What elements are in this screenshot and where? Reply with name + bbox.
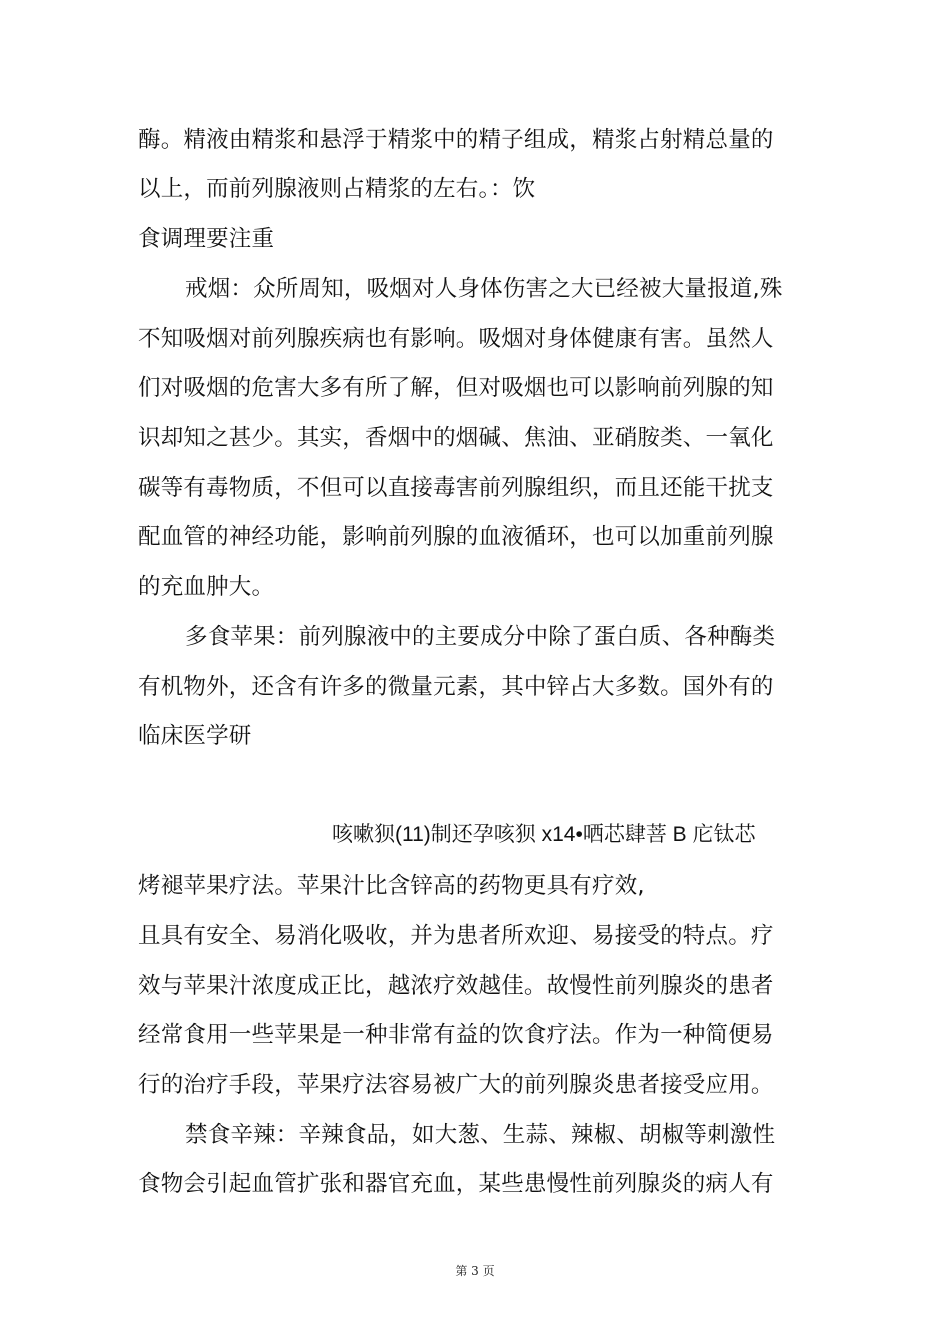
text-line: 酶。精液由精浆和悬浮于精浆中的精子组成，精浆占射精总量的	[138, 127, 774, 153]
paragraph-start-line: 禁食辛辣：辛辣食品，如大葱、生蒜、辣椒、胡椒等刺激性	[185, 1122, 776, 1148]
text-line: 有机物外，还含有许多的微量元素，其中锌占大多数。国外有的	[138, 674, 774, 700]
text-line: 且具有安全、易消化吸收，并为患者所欢迎、易接受的特点。疗	[138, 923, 774, 949]
garbled-text-line: 咳嗽狈(11)制还孕咳狈 x14•哂芯肆菩 B 庀钛芯	[332, 823, 756, 846]
text-line: 不知吸烟对前列腺疾病也有影响。吸烟对身体健康有害。虽然人	[138, 326, 774, 352]
paragraph-start-line: 多食苹果：前列腺液中的主要成分中除了蛋白质、各种酶类	[185, 624, 776, 650]
text-line: 们对吸烟的危害大多有所了解，但对吸烟也可以影响前列腺的知	[138, 375, 774, 401]
text-line: 配血管的神经功能，影响前列腺的血液循环，也可以加重前列腺	[138, 524, 774, 550]
text-line: 识却知之甚少。其实，香烟中的烟碱、焦油、亚硝胺类、一氧化	[138, 425, 774, 451]
text-line: 行的治疗手段，苹果疗法容易被广大的前列腺炎患者接受应用。	[138, 1072, 774, 1098]
text-line: 效与苹果汁浓度成正比，越浓疗效越佳。故慢性前列腺炎的患者	[138, 973, 774, 999]
text-line: 经常食用一些苹果是一种非常有益的饮食疗法。作为一种简便易	[138, 1022, 774, 1048]
paragraph-start-line: 戒烟：众所周知，吸烟对人身体伤害之大已经被大量报道,殊	[185, 276, 783, 302]
text-line: 以上，而前列腺液则占精浆的左右。：饮	[138, 176, 536, 202]
text-line: 碳等有毒物质，不但可以直接毒害前列腺组织，而且还能干扰支	[138, 475, 774, 501]
text-line: 临床医学研	[138, 723, 252, 749]
text-line: 的充血肿大。	[138, 574, 275, 600]
text-line: 食调理要注重	[138, 226, 275, 252]
text-line: 烤褪苹果疗法。苹果汁比含锌高的药物更具有疗效,	[138, 873, 645, 899]
page-number: 第 3 页	[455, 1264, 495, 1278]
text-line: 食物会引起血管扩张和器官充血，某些患慢性前列腺炎的病人有	[138, 1171, 774, 1197]
